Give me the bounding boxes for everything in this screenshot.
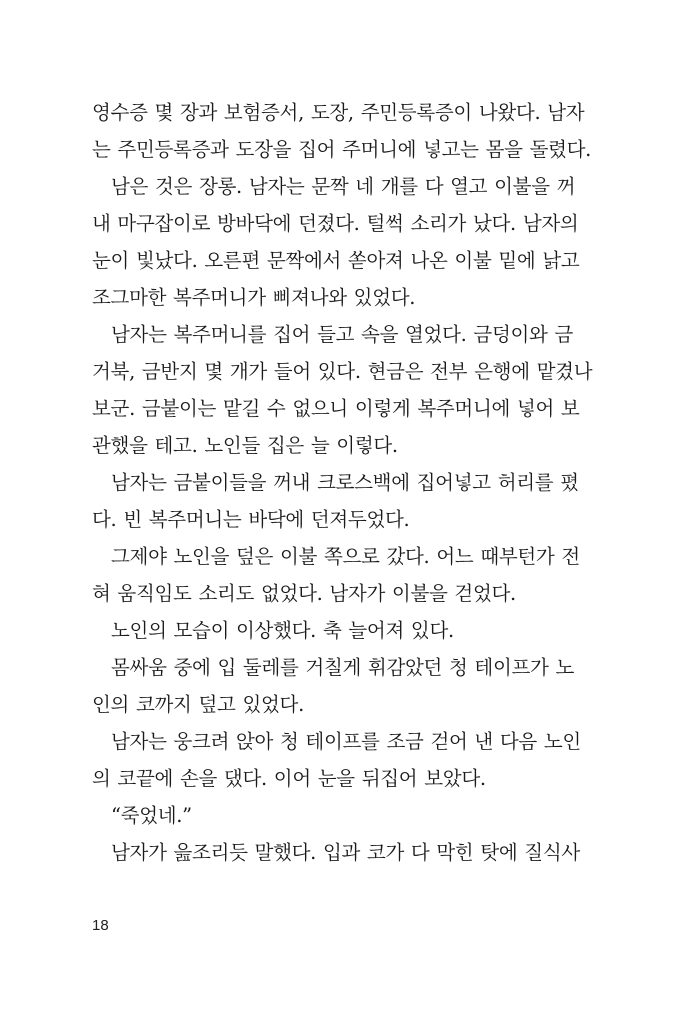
text-line: 거북, 금반지 몇 개가 들어 있다. 현금은 전부 은행에 맡겼나	[92, 360, 593, 383]
text-line: 남자가 읊조리듯 말했다. 입과 코가 다 막힌 탓에 질식사	[111, 841, 580, 864]
text-line: 영수증 몇 장과 보험증서, 도장, 주민등록증이 나왔다. 남자	[92, 101, 585, 124]
text-line: 남자는 금붙이들을 꺼내 크로스백에 집어넣고 허리를 폈	[111, 471, 579, 494]
page-number: 18	[92, 917, 109, 934]
text-line: 의 코끝에 손을 댔다. 이어 눈을 뒤집어 보았다.	[92, 767, 486, 790]
text-line: 남은 것은 장롱. 남자는 문짝 네 개를 다 열고 이불을 꺼	[111, 175, 576, 198]
text-line: 다. 빈 복주머니는 바닥에 던져두었다.	[92, 508, 410, 531]
text-line: 눈이 빛났다. 오른편 문짝에서 쏟아져 나온 이불 밑에 낡고	[92, 249, 580, 272]
text-line: 남자는 웅크려 앉아 청 테이프를 조금 걷어 낸 다음 노인	[111, 730, 581, 753]
text-line: 혀 움직임도 소리도 없었다. 남자가 이불을 걷었다.	[92, 582, 516, 605]
text-line: 인의 코까지 덮고 있었다.	[92, 693, 304, 716]
text-line: 내 마구잡이로 방바닥에 던졌다. 털썩 소리가 났다. 남자의	[92, 212, 579, 235]
text-line: 몸싸움 중에 입 둘레를 거칠게 휘감았던 청 테이프가 노	[111, 656, 575, 679]
text-line: 조그마한 복주머니가 삐져나와 있었다.	[92, 286, 416, 309]
text-line: 노인의 모습이 이상했다. 축 늘어져 있다.	[111, 619, 454, 642]
text-line: 는 주민등록증과 도장을 집어 주머니에 넣고는 몸을 돌렸다.	[92, 138, 592, 161]
text-line: 관했을 테고. 노인들 집은 늘 이렇다.	[92, 434, 398, 457]
text-line: 보군. 금붙이는 맡길 수 없으니 이렇게 복주머니에 넣어 보	[92, 397, 580, 420]
page-body-text	[92, 94, 593, 871]
text-line: 남자는 복주머니를 집어 들고 속을 열었다. 금덩이와 금	[111, 323, 574, 346]
text-line: 그제야 노인을 덮은 이불 쪽으로 갔다. 어느 때부턴가 전	[111, 545, 580, 568]
text-line: “죽었네.”	[111, 804, 192, 827]
